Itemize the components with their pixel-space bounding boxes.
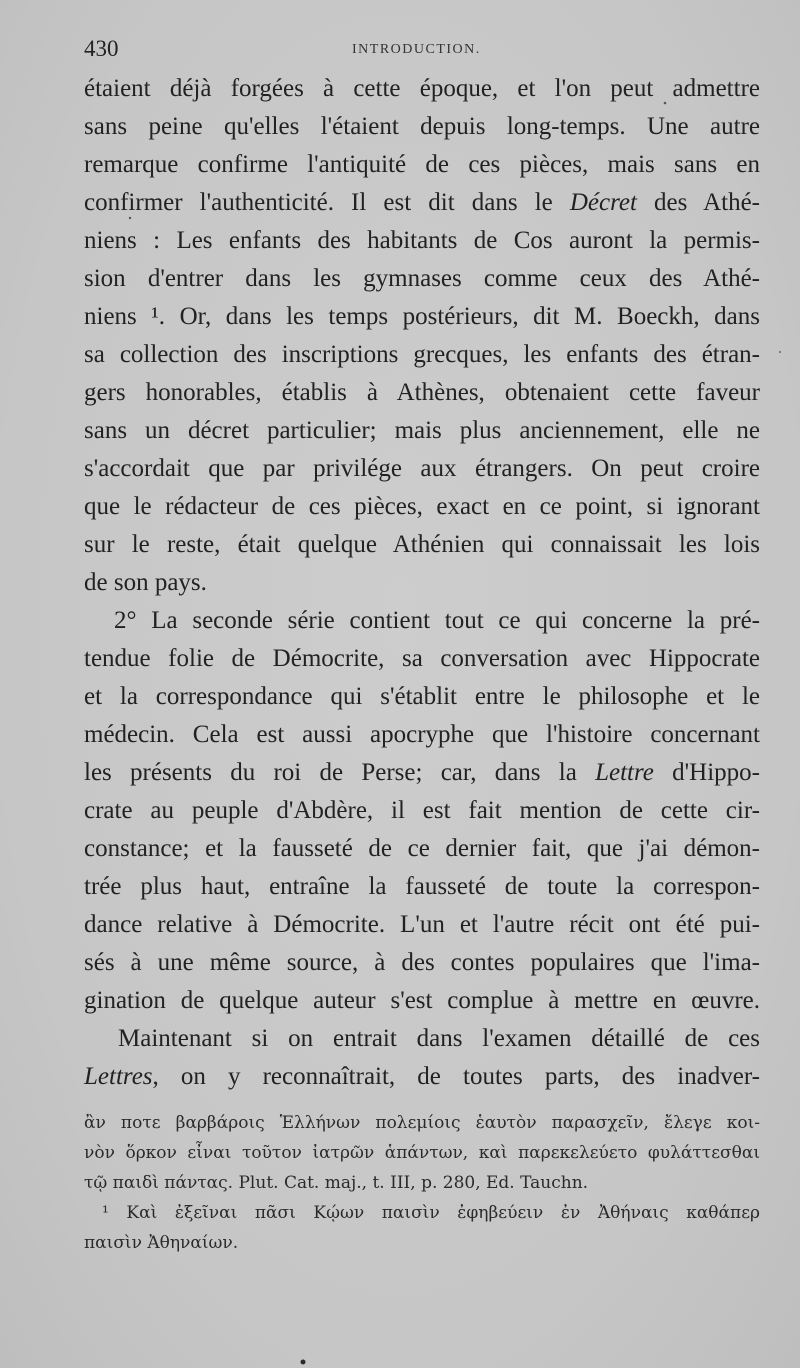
text-line: s'accordait que par privilége aux étrangers. On peut croire [84, 455, 760, 482]
text-segment: des Athé- [636, 189, 760, 216]
text-line [84, 754, 760, 792]
text-line: remarque confirme l'antiquité de ces pièces, mais sans en [84, 151, 760, 178]
text-line: constance; et la fausseté de ce dernier fait, que j'ai démon- [84, 835, 760, 862]
text-line: sans un décret particulier; mais plus anciennement, elle ne [84, 417, 760, 444]
running-head [84, 36, 760, 62]
text-line: que le rédacteur de ces pièces, exact en ce point, si ignorant [84, 493, 760, 520]
text-line: médecin. Cela est aussi apocryphe que l'histoire concernant [84, 721, 760, 748]
footnote-line: ἂν ποτε βαρβάροις Ἑλλήνων πολεμίοις ἑαυτὸν παρασχεῖν, ἔλεγε κοι- [84, 1113, 760, 1133]
footnote-line: ¹ Καὶ ἐξεῖναι πᾶσι Κῴων παισὶν ἐφηβεύειν ἐν Ἀθήναις καθάπερ [102, 1203, 760, 1223]
text-line: gers honorables, établis à Athènes, obtenaient cette faveur [84, 379, 760, 406]
footnotes [84, 1108, 760, 1258]
text-segment: les présents du roi de Perse; car, dans la [84, 759, 577, 786]
footnote-line: παισὶν Ἀθηναίων. [84, 1233, 239, 1253]
footnote-line: τῷ παιδὶ πάντας. Plut. Cat. maj., t. III, p. 280, Ed. Tauchn. [84, 1173, 589, 1193]
footnote-line: νὸν ὅρκον εἶναι τοῦτον ἰατρῶν ἁπάντων, καὶ παρεκελεύετο φυλάττεσθαι [84, 1143, 760, 1163]
text-line: et la correspondance qui s'établit entre le philosophe et le [84, 683, 760, 710]
text-segment: d'Hippo- [653, 759, 760, 786]
text-segment: , on y reconnaîtrait, de toutes parts, des inadver- [152, 1063, 760, 1090]
body-text [84, 70, 760, 1096]
text-line: sa collection des inscriptions grecques, les enfants des étran- [84, 341, 760, 368]
text-line: Maintenant si on entrait dans l'examen détaillé de ces [118, 1025, 760, 1052]
text-line: de son pays. [84, 569, 207, 596]
text-line: sur le reste, était quelque Athénien qui connaissait les lois [84, 531, 760, 558]
italic-lettres: Lettres [84, 1063, 153, 1090]
italic-lettre: Lettre [595, 759, 654, 786]
text-line: dance relative à Démocrite. L'un et l'autre récit ont été pui- [84, 911, 760, 938]
text-line [84, 184, 760, 222]
italic-decret: Décret [569, 189, 637, 216]
text-line: 2° La seconde série contient tout ce qui concerne la pré- [114, 607, 760, 634]
text-line: niens : Les enfants des habitants de Cos auront la permis- [84, 227, 760, 254]
page-number: 430 [84, 36, 119, 61]
text-line: tendue folie de Démocrite, sa conversation avec Hippocrate [84, 645, 760, 672]
text-line [84, 1058, 760, 1096]
text-line: étaient déjà forgées à cette époque, et l'on peut admettre [84, 75, 760, 102]
text-line: sion d'entrer dans les gymnases comme ceux des Athé- [84, 265, 760, 292]
text-line: gination de quelque auteur s'est complue à mettre en œuvre. [84, 987, 760, 1014]
running-title: INTRODUCTION. [352, 42, 481, 57]
text-line: crate au peuple d'Abdère, il est fait mention de cette cir- [84, 797, 760, 824]
text-segment: confirmer l'authenticité. Il est dit dans le [84, 189, 553, 216]
text-line: niens ¹. Or, dans les temps postérieurs, dit M. Boeckh, dans [84, 303, 760, 330]
text-line: sés à une même source, à des contes populaires que l'ima- [84, 949, 760, 976]
text-line: trée plus haut, entraîne la fausseté de toute la correspon- [84, 873, 760, 900]
text-line: sans peine qu'elles l'étaient depuis long-temps. Une autre [84, 113, 760, 140]
